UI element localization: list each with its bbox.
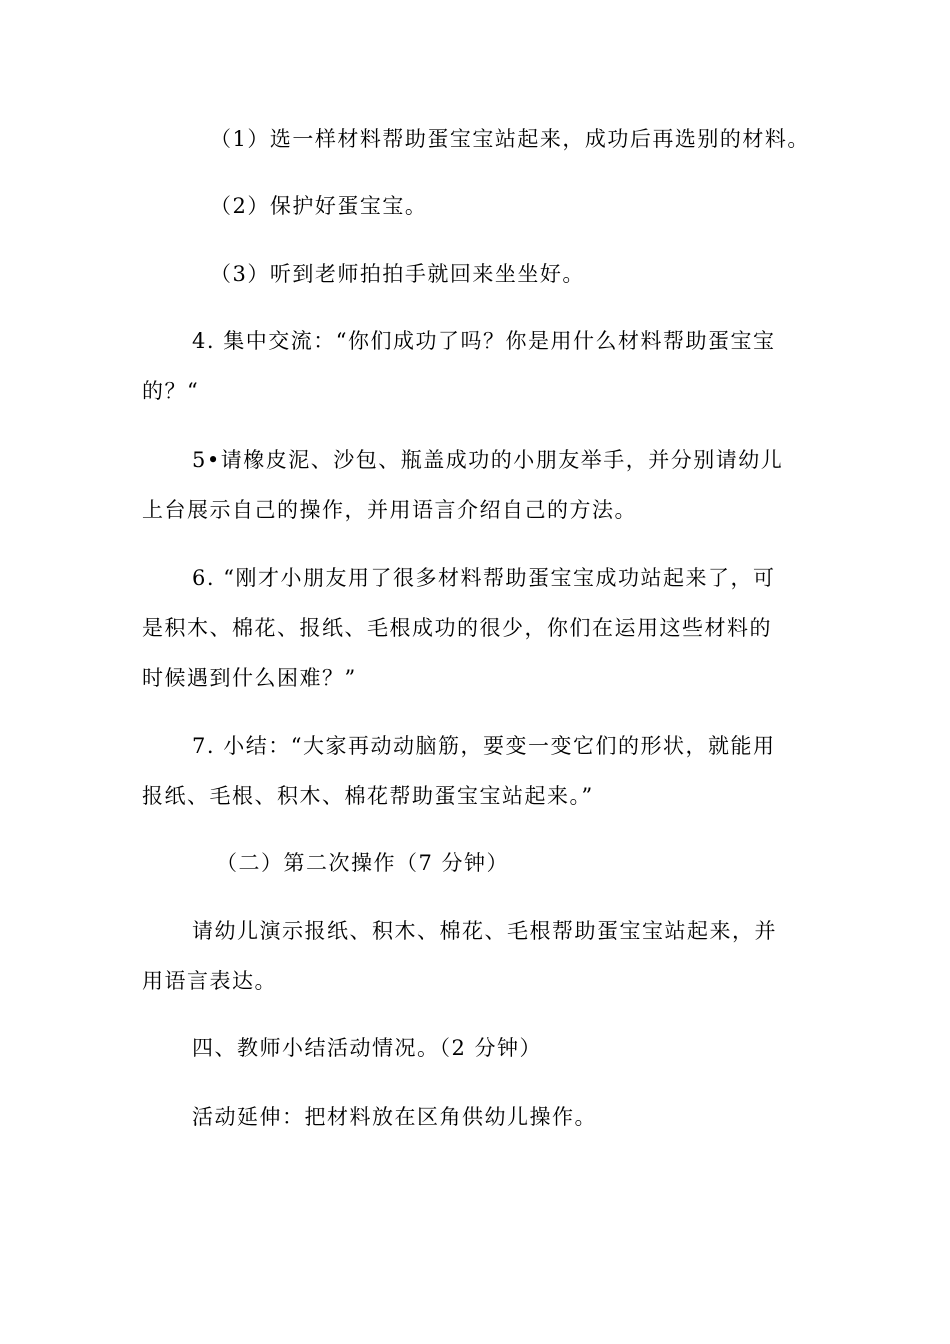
paragraph-6-line-3: 时候遇到什么困难？” <box>142 666 357 690</box>
paragraph-demo-line-2: 用语言表达。 <box>142 969 277 993</box>
paragraph-4-line-1: 4. 集中交流：“你们成功了吗？你是用什么材料帮助蛋宝宝 <box>192 329 776 353</box>
paragraph-5-line-1: 5•请橡皮泥、沙包、瓶盖成功的小朋友举手，并分别请幼儿 <box>192 448 784 472</box>
paragraph-7-line-1: 7. 小结：“大家再动动脑筋，要变一变它们的形状，就能用 <box>192 734 776 758</box>
paragraph-5-line-2: 上台展示自己的操作，并用语言介绍自己的方法。 <box>142 498 637 522</box>
paragraph-6-line-2: 是积木、棉花、报纸、毛根成功的很少，你们在运用这些材料的 <box>142 616 772 640</box>
paragraph-activity-extension: 活动延伸：把材料放在区角供幼儿操作。 <box>192 1105 597 1129</box>
paragraph-7-line-2: 报纸、毛根、积木、棉花帮助蛋宝宝站起来。” <box>142 784 594 808</box>
paragraph-step-1: （1）选一样材料帮助蛋宝宝站起来，成功后再选别的材料。 <box>210 127 810 151</box>
paragraph-demo-line-1: 请幼儿演示报纸、积木、棉花、毛根帮助蛋宝宝站起来，并 <box>192 919 777 943</box>
paragraph-step-3: （3）听到老师拍拍手就回来坐坐好。 <box>210 262 585 286</box>
paragraph-6-line-1: 6. “刚才小朋友用了很多材料帮助蛋宝宝成功站起来了，可 <box>192 566 776 590</box>
paragraph-step-2: （2）保护好蛋宝宝。 <box>210 194 428 218</box>
paragraph-4-line-2: 的？“ <box>142 379 200 403</box>
section-heading-second-operation: （二）第二次操作（7 分钟） <box>216 851 510 875</box>
section-heading-teacher-summary: 四、教师小结活动情况。（2 分钟） <box>192 1036 543 1060</box>
